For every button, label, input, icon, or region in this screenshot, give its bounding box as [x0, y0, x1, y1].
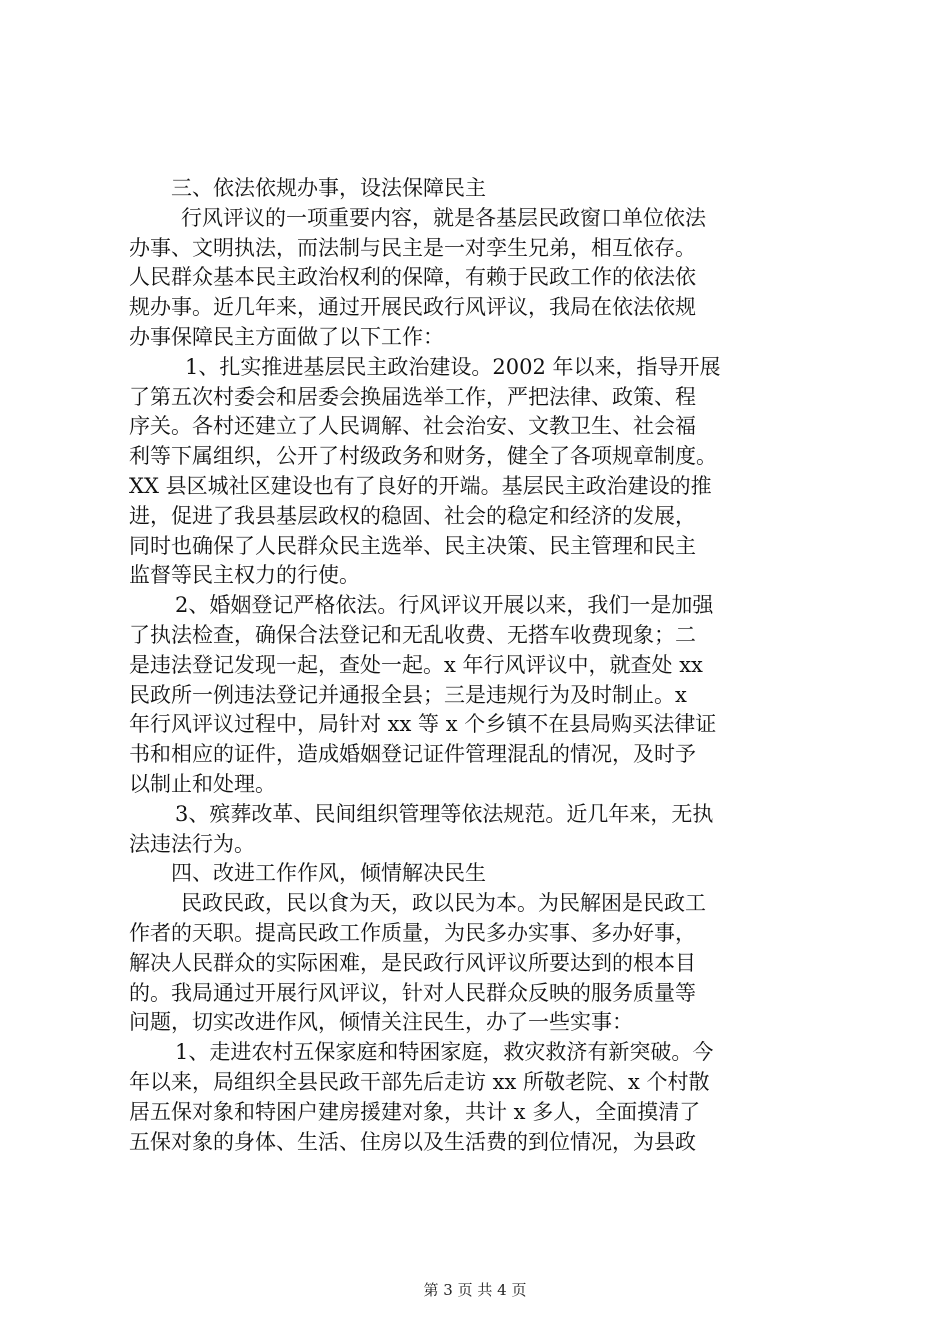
paragraph-line: 作者的天职。提高民政工作质量，为民多办实事、多办好事， — [129, 920, 696, 945]
paragraph-line: 问题，切实改进作风，倾情关注民生，办了一些实事： — [129, 1010, 633, 1035]
paragraph-line: 办事保障民主方面做了以下工作： — [129, 324, 444, 349]
paragraph-line: 年以来，局组织全县民政干部先后走访 xx 所敬老院、x 个村散 — [129, 1069, 710, 1094]
section-heading: 四、改进工作作风，倾情解决民生 — [171, 861, 486, 886]
paragraph-line: 办事、文明执法，而法制与民主是一对孪生兄弟，相互依存。 — [129, 235, 696, 260]
paragraph-line: 五保对象的身体、生活、住房以及生活费的到位情况，为县政 — [129, 1129, 696, 1154]
paragraph-line: 同时也确保了人民群众民主选举、民主决策、民主管理和民主 — [129, 533, 696, 558]
paragraph-line: 利等下属组织，公开了村级政务和财务，健全了各项规章制度。 — [129, 444, 717, 469]
section-heading: 三、依法依规办事，设法保障民主 — [171, 176, 486, 200]
paragraph-line: XX 县区城社区建设也有了良好的开端。基层民主政治建设的推 — [129, 473, 712, 498]
paragraph-line: 了执法检查，确保合法登记和无乱收费、无搭车收费现象；二 — [129, 622, 696, 647]
paragraph-line: 行风评议的一项重要内容，就是各基层民政窗口单位依法 — [181, 205, 706, 230]
paragraph-line: 3、殡葬改革、民间组织管理等依法规范。近几年来，无执 — [175, 801, 714, 826]
paragraph-line: 进，促进了我县基层政权的稳固、社会的稳定和经济的发展， — [129, 503, 696, 528]
paragraph-line: 序关。各村还建立了人民调解、社会治安、文教卫生、社会福 — [129, 414, 696, 439]
paragraph-line: 的。我局通过开展行风评议，针对人民群众反映的服务质量等 — [129, 980, 696, 1005]
paragraph-line: 1、走进农村五保家庭和特困家庭，救灾救济有新突破。今 — [175, 1040, 714, 1065]
paragraph-line: 书和相应的证件，造成婚姻登记证件管理混乱的情况，及时予 — [129, 742, 696, 767]
paragraph-line: 民政民政，民以食为天，政以民为本。为民解困是民政工 — [181, 891, 706, 916]
paragraph-line: 解决人民群众的实际困难，是民政行风评议所要达到的根本目 — [129, 950, 696, 975]
page-number-footer: 第 3 页 共 4 页 — [423, 1281, 527, 1299]
document-body — [129, 174, 841, 1157]
paragraph-line: 规办事。近几年来，通过开展民政行风评议，我局在依法依规 — [129, 295, 696, 320]
paragraph-line: 1、扎实推进基层民主政治建设。2002 年以来，指导开展 — [185, 354, 721, 379]
paragraph-line: 监督等民主权力的行使。 — [129, 563, 360, 588]
paragraph-line: 居五保对象和特困户建房援建对象，共计 x 多人，全面摸清了 — [129, 1099, 701, 1124]
paragraph-line: 以制止和处理。 — [129, 771, 276, 796]
paragraph-line: 2、婚姻登记严格依法。行风评议开展以来，我们一是加强 — [175, 593, 714, 618]
paragraph-line: 法违法行为。 — [129, 831, 255, 856]
paragraph-line: 人民群众基本民主政治权利的保障，有赖于民政工作的依法依 — [129, 265, 696, 290]
paragraph-line: 年行风评议过程中，局针对 xx 等 x 个乡镇不在县局购买法律证 — [129, 712, 717, 737]
paragraph-line: 了第五次村委会和居委会换届选举工作，严把法律、政策、程 — [129, 384, 696, 409]
paragraph-line: 是违法登记发现一起，查处一起。x 年行风评议中，就查处 xx — [129, 652, 703, 677]
paragraph-line: 民政所一例违法登记并通报全县；三是违规行为及时制止。x — [129, 682, 687, 707]
